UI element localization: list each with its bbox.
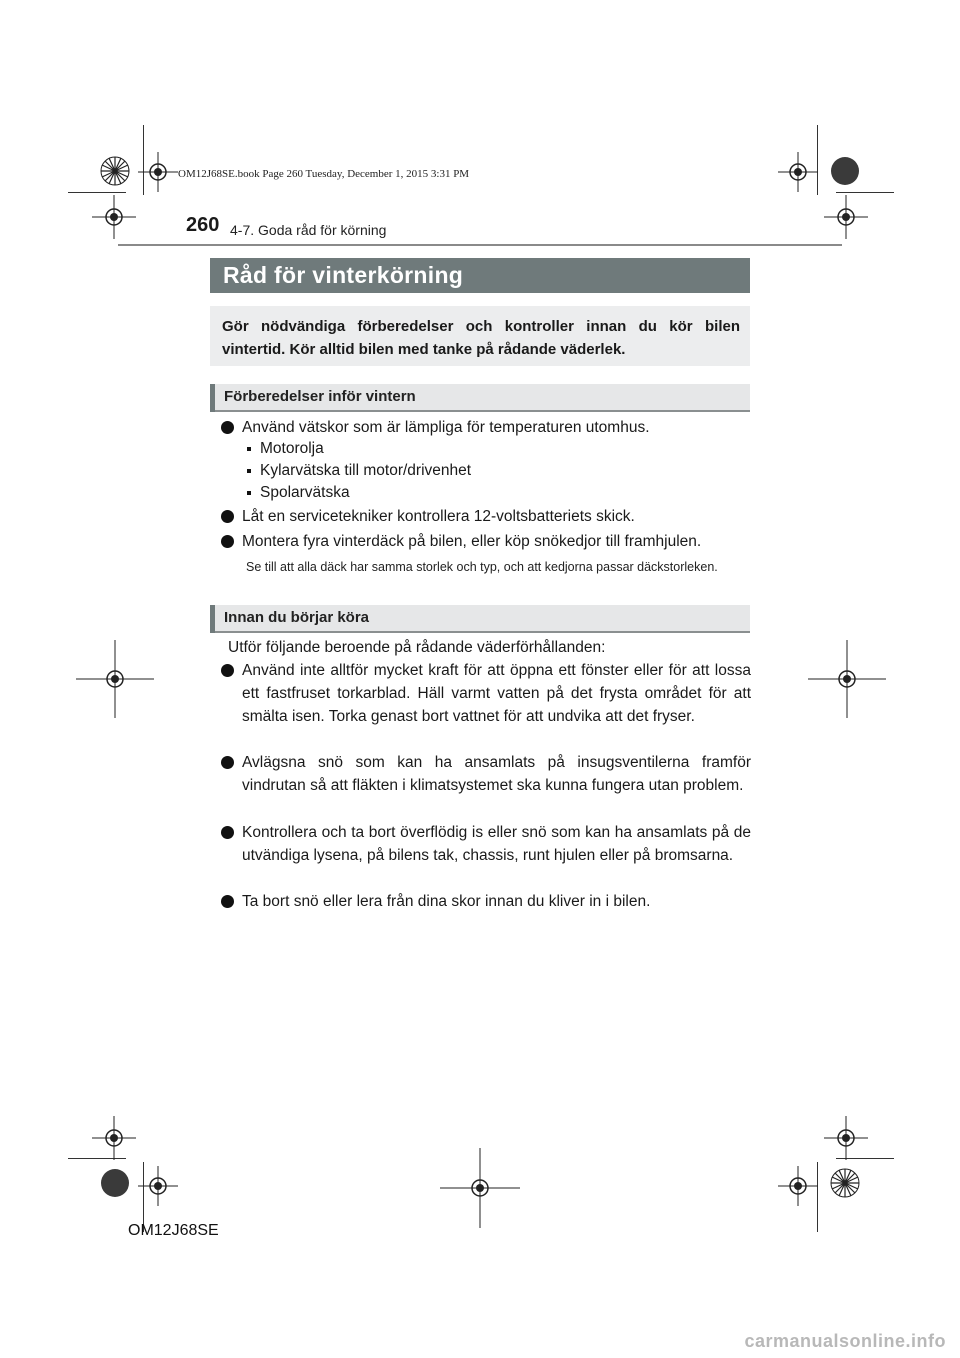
registration-mark-icon xyxy=(440,1148,520,1228)
bullet-icon xyxy=(247,491,251,495)
sub-list-item xyxy=(247,482,350,504)
note-text: Se till att alla däck har samma storlek och typ, och att kedjorna passar däckstorleken. xyxy=(246,560,718,574)
section-path: 4-7. Goda råd för körning xyxy=(230,222,387,238)
sub-list-item xyxy=(247,438,324,460)
registration-mark-icon xyxy=(824,1116,868,1160)
registration-mark-icon xyxy=(92,195,136,239)
registration-mark-icon xyxy=(808,640,886,718)
list-item-text: Ta bort snö eller lera från dina skor innan du kliver in i bilen. xyxy=(242,893,651,910)
dark-disc-mark-icon xyxy=(100,1168,130,1198)
header-rule xyxy=(118,244,842,246)
bullet-icon xyxy=(221,826,234,839)
registration-mark-icon xyxy=(778,1166,818,1206)
list-item xyxy=(221,751,751,797)
page-number: 260 xyxy=(186,214,220,236)
list-item xyxy=(221,416,751,439)
section-heading xyxy=(210,384,750,412)
intro-box xyxy=(210,306,750,366)
list-item-text: Använd inte alltför mycket kraft för att öppna ett fönster eller för att lossa ett fastfruset torkarblad. Häll varmt vatten på det frysta området för att smälta isen. Torka genast bort vattnet för att undvika att det fryser. xyxy=(242,662,751,725)
starburst-mark-icon xyxy=(830,1168,860,1198)
intro-text: Gör nödvändiga förberedelser och kontroller innan du kör bilen vintertid. Kör alltid bilen med tanke på rådande väderlek. xyxy=(222,318,740,358)
list-item xyxy=(221,821,751,867)
section-heading-text: Förberedelser inför vintern xyxy=(224,388,416,405)
registration-mark-icon xyxy=(778,152,818,192)
heading-accent xyxy=(210,384,215,412)
registration-mark-icon xyxy=(76,640,154,718)
sub-list-item-text: Spolarvätska xyxy=(260,484,350,501)
bullet-icon xyxy=(221,664,234,677)
bullet-icon xyxy=(221,535,234,548)
section-heading-text: Innan du börjar köra xyxy=(224,609,370,626)
list-item xyxy=(221,890,751,913)
bullet-icon xyxy=(221,421,234,434)
list-item xyxy=(221,505,751,528)
file-header: OM12J68SE.book Page 260 Tuesday, December 1, 2015 3:31 PM xyxy=(178,168,470,180)
footer-code: OM12J68SE xyxy=(128,1222,219,1239)
list-item xyxy=(221,530,751,553)
list-item-text: Låt en servicetekniker kontrollera 12-voltsbatteriets skick. xyxy=(242,508,635,525)
bullet-icon xyxy=(221,756,234,769)
section-heading xyxy=(210,605,750,633)
watermark: carmanualsonline.info xyxy=(744,1331,946,1351)
registration-mark-icon xyxy=(92,1116,136,1160)
title-bar xyxy=(210,258,750,293)
bullet-icon xyxy=(221,895,234,908)
heading-accent xyxy=(210,605,215,633)
sub-list-item xyxy=(247,460,471,482)
list-item-text: Montera fyra vinterdäck på bilen, eller köp snökedjor till framhjulen. xyxy=(242,533,702,550)
list-item-text: Använd vätskor som är lämpliga för temperaturen utomhus. xyxy=(242,419,650,436)
sub-list-item-text: Kylarvätska till motor/drivenhet xyxy=(260,462,472,479)
section-lead: Utför följande beroende på rådande väderförhållanden: xyxy=(228,639,606,656)
list-item-text: Kontrollera och ta bort överflödig is eller snö som kan ha ansamlats på de utvändiga lysena, på bilens tak, chassis, runt hjulen eller på bromsarna. xyxy=(242,824,751,864)
registration-mark-icon xyxy=(138,1166,178,1206)
page-title: Råd för vinterkörning xyxy=(223,262,464,288)
bullet-icon xyxy=(221,510,234,523)
list-item xyxy=(221,659,751,728)
registration-mark-icon xyxy=(824,195,868,239)
dark-disc-mark-icon xyxy=(830,156,860,186)
list-item-text: Avlägsna snö som kan ha ansamlats på insugsventilerna framför vindrutan så att fläkten i klimatsystemet ska kunna fungera utan problem. xyxy=(242,754,751,794)
bullet-icon xyxy=(247,469,251,473)
starburst-mark-icon xyxy=(100,156,130,186)
registration-mark-icon xyxy=(138,152,178,192)
bullet-icon xyxy=(247,447,251,451)
sub-list-item-text: Motorolja xyxy=(260,440,324,457)
